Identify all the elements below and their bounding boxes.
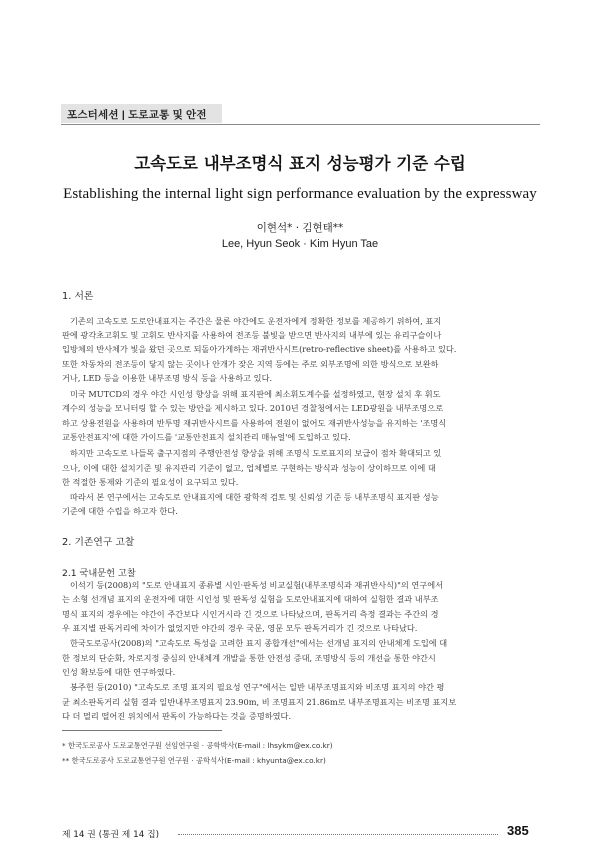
paragraph-line: 다 더 멀리 떨어진 위치에서 판독이 가능하다는 것을 증명하였다. (62, 711, 292, 721)
section-heading-literature-review: 2. 기존연구 고찰 (62, 537, 135, 548)
paragraph-line: 거나, LED 등을 이용한 내부조명 방식 등을 사용하고 있다. (62, 373, 273, 383)
paragraph-line: 이석기 등(2008)의 "도로 안내표지 종류별 시인·판독성 비교실험(내부조명식과 재귀반사식)"의 연구에서 (70, 580, 444, 590)
footer-dotted-leader (178, 834, 498, 835)
footnote-second-author: ** 한국도로공사 도로교통연구원 연구원 · 공학석사(E-mail : khyunta@ex.co.kr) (62, 756, 326, 765)
paragraph-line: 교통안전표지'에 대한 가이드를 '교통안전표지 설치관리 매뉴얼'에 도입하고 있다. (62, 432, 351, 442)
paragraph-line: 우 표지별 판독거리에 차이가 없었지만 야간의 경우 국문, 영문 모두 판독거리가 긴 것으로 나타났다. (62, 623, 418, 633)
paragraph-line: 한국도로공사(2008)의 "고속도로 특성을 고려한 표지 종합개선"에서는 선개념 표지의 안내체계 도입에 대 (70, 638, 448, 648)
paragraph-line: 하지만 고속도로 나들목 출구지점의 주행안전성 향상을 위해 조명식 도로표지의 보급이 점차 확대되고 있 (70, 448, 442, 458)
title-korean: 고속도로 내부조명식 표지 성능평가 기준 수립 (134, 154, 466, 173)
authors-korean: 이현석* · 김현태** (256, 222, 344, 234)
paragraph-line: 기준에 대한 수립을 하고자 한다. (62, 506, 178, 516)
paragraph-line: 으나, 이에 대한 설치기준 및 유지관리 기준이 없고, 업체별로 구현하는 방식과 성능이 상이하므로 이에 대 (62, 463, 436, 473)
header-rule (61, 124, 540, 125)
paragraph-line: 미국 MUTCD의 경우 야간 시인성 향상을 위해 표지판에 최소휘도계수를 설정하였고, 현장 설치 후 휘도 (70, 389, 441, 399)
footer-volume: 제 14 권 (통권 제 14 집) (62, 830, 160, 840)
paragraph-line: 계수의 성능을 모니터링 할 수 있는 방안을 제시하고 있다. 2010년 경찰청에서는 LED광원을 내부조명으로 (62, 403, 444, 413)
paragraph-line: 한 정보의 단순화, 차로지정 중심의 안내체계 개발을 통한 안전성 증대, 조명방식 등의 개선을 통한 야간시 (62, 653, 436, 663)
paragraph-line: 또한 차동차의 전조등이 닿지 않는 곳이나 안개가 잦은 지역 등에는 주로 외부조명에 의한 방식으로 보완하 (62, 359, 439, 369)
paragraph-line: 봉주헌 등(2010) "고속도로 조명 표지의 필요성 연구"에서는 일반 내부조명표지와 비조명 표지의 야간 평 (70, 682, 445, 692)
subsection-heading-domestic-literature: 2.1 국내문헌 고찰 (62, 568, 136, 579)
paragraph-line: 입방체의 반사체가 빛을 왔던 곳으로 되돌아가게하는 재귀반사시트(retro-reflective sheet)를 사용하고 있다. (62, 344, 457, 354)
paragraph-line: 명식 표지의 경우에는 야간이 주간보다 시인거시라 긴 것으로 나타났으며, 판독거리 측정 결과는 주간의 경 (62, 609, 439, 619)
paragraph-line: 하고 상용전원을 사용하며 반투명 재귀반사시트를 사용하여 전원이 없어도 재귀반사성능을 유지하는 '조명식 (62, 418, 447, 428)
category-label: 포스터세션 | 도로교통 및 안전 (67, 109, 207, 121)
title-english: Establishing the internal light sign performance evaluation by the expressway (63, 186, 537, 202)
paragraph-line: 판에 광각초고휘도 및 고휘도 반사지를 사용하여 전조등 불빛을 받으면 반사지의 내부에 있는 유리구슬이나 (62, 330, 442, 340)
page-number: 385 (507, 823, 529, 838)
footnote-rule (62, 730, 222, 731)
paragraph-line: 인성 확보등에 대한 연구하였다. (62, 667, 176, 677)
paragraph-line: 기존의 고속도로 도로안내표지는 주간은 물론 야간에도 운전자에게 정확한 정보를 제공하기 위하여, 표지 (70, 316, 442, 326)
section-heading-introduction: 1. 서론 (62, 291, 94, 302)
footnote-first-author: * 한국도로공사 도로교통연구원 선임연구원 · 공학박사(E-mail : lhsykm@ex.co.kr) (62, 741, 333, 750)
paragraph-line: 따라서 본 연구에서는 고속도로 안내표지에 대한 광학적 검토 및 신뢰성 기준 등 내부조명식 표지판 성능 (70, 492, 439, 502)
paragraph-line: 는 소형 선개념 표지의 운전자에 대한 시인성 및 판독성 실험을 도로안내표지에 대하여 실험한 결과 내부조 (62, 594, 439, 604)
authors-english: Lee, Hyun Seok · Kim Hyun Tae (221, 238, 379, 250)
paragraph-line: 한 적절한 통제와 기준의 필요성이 요구되고 있다. (62, 477, 239, 487)
paragraph-line: 균 최소판독거리 실험 결과 일반내부조명표지 23.90m, 비 조명표지 21.86m로 내부조명표지는 비조명 표지보 (62, 697, 457, 707)
